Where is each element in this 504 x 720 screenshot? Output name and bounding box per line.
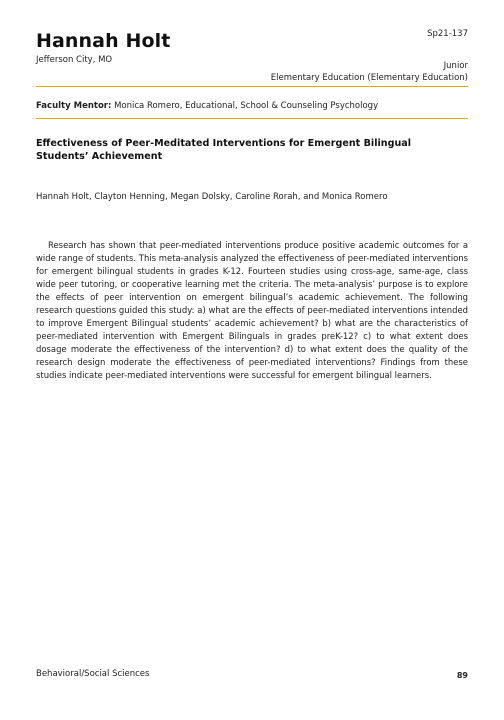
author-list: Hannah Holt, Clayton Henning, Megan Dolsky, Caroline Rorah, and Monica Romero <box>36 192 388 202</box>
header-divider <box>36 86 468 87</box>
page-number: 89 <box>456 671 468 680</box>
student-name: Hannah Holt <box>36 30 171 52</box>
abstract-body: Research has shown that peer-mediated interventions produce positive academic outcomes for a wide range of students. This meta-analysis analyzed the effectiveness of peer-mediated interventions for emergent bilingual students in grades K-12. Fourteen studies using cross-age, same-age, class wide peer tutoring, or cooperative learning met the criteria. The meta-analysis’ purpose is to explore the effects of peer intervention on emergent bilingual’s academic achievement. The following research questions guided this study: a) what are the effects of peer-mediated interventions intended to improve Emergent Bilingual students’ academic achievement? b) what are the characteristics of peer-mediated intervention with Emergent Bilinguals in grades preK-12? c) to what extent does dosage moderate the effectiveness of the intervention? d) to what extent does the quality of the research design moderate the effectiveness of peer-mediated interventions? Findings from these studies indicate peer-mediated interventions were successful for emergent bilingual learners. <box>36 240 468 381</box>
faculty-mentor-label: Faculty Mentor: <box>36 101 112 111</box>
footer-category: Behavioral/Social Sciences <box>36 669 150 679</box>
abstract-title: Effectiveness of Peer-Meditated Interventions for Emergent Bilingual Students’ Achievement <box>36 138 412 162</box>
student-location: Jefferson City, MO <box>36 55 113 65</box>
mentor-divider <box>36 118 468 119</box>
student-year: Junior <box>443 61 468 71</box>
student-major: Elementary Education (Elementary Education) <box>270 73 468 83</box>
faculty-mentor-text: Monica Romero, Educational, School & Counseling Psychology <box>111 101 379 111</box>
abstract-code: Sp21-137 <box>427 29 468 39</box>
faculty-mentor <box>36 101 378 111</box>
